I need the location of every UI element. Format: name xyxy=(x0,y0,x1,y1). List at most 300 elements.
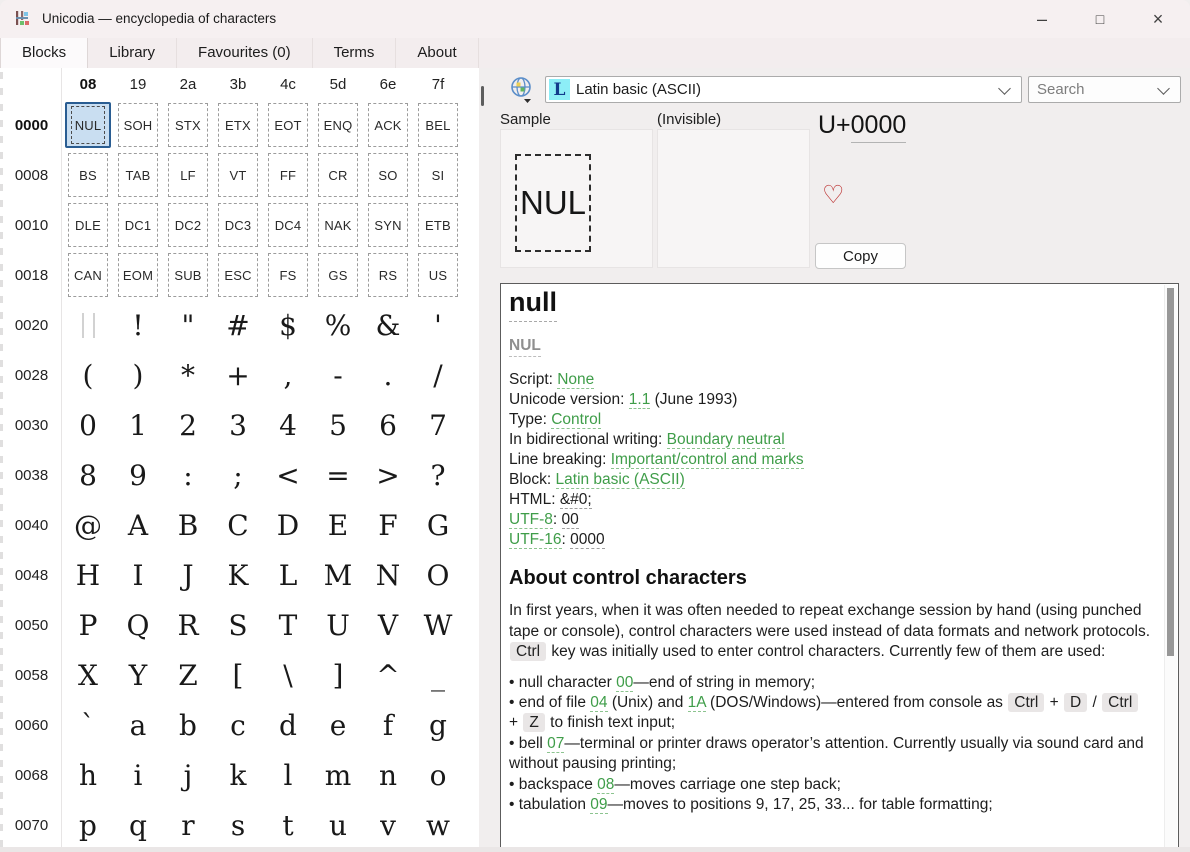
control-char-box: SYN xyxy=(368,203,408,247)
grid-cell[interactable] xyxy=(163,500,213,550)
grid-cell[interactable] xyxy=(213,450,263,500)
grid-cell[interactable] xyxy=(63,450,113,500)
app-icon xyxy=(13,9,33,29)
control-char-box: ACK xyxy=(368,103,408,147)
grid-cell[interactable] xyxy=(213,200,263,250)
grid-cell[interactable] xyxy=(63,600,113,650)
column-header: 2a xyxy=(179,75,197,93)
printable-char: C xyxy=(227,508,249,542)
green-link[interactable]: Control xyxy=(551,411,602,428)
grid-cell[interactable] xyxy=(313,300,363,350)
copy-button[interactable]: Copy xyxy=(815,243,906,269)
grid-cell[interactable] xyxy=(363,500,413,550)
printable-char: ^ xyxy=(376,658,400,692)
grid-cell[interactable] xyxy=(263,100,313,150)
grid-cell[interactable] xyxy=(413,250,463,300)
control-char-box: NAK xyxy=(318,203,358,247)
row-header: 0070 xyxy=(14,816,49,834)
grid-cell[interactable] xyxy=(163,300,213,350)
grid-cell[interactable] xyxy=(63,750,113,800)
green-link[interactable]: UTF-16 xyxy=(509,531,562,548)
printable-char: Q xyxy=(126,608,150,642)
row-header: 0060 xyxy=(14,716,49,734)
tab-library[interactable]: Library xyxy=(88,38,177,68)
green-link[interactable]: 09 xyxy=(590,795,608,813)
grid-cell[interactable] xyxy=(313,550,363,600)
property-line: In bidirectional writing: Boundary neutral xyxy=(509,431,785,448)
control-char-box: DLE xyxy=(68,203,108,247)
green-link[interactable]: 1A xyxy=(687,693,706,711)
grid-cell[interactable] xyxy=(213,100,263,150)
printable-char: X xyxy=(78,658,98,692)
grid-cell[interactable] xyxy=(113,100,163,150)
green-link[interactable]: Important/control and marks xyxy=(610,451,804,468)
invisible-box xyxy=(657,129,810,268)
printable-char: O xyxy=(426,558,450,592)
info-scrollbar-track[interactable] xyxy=(1164,285,1177,850)
grid-cell[interactable] xyxy=(413,650,463,700)
printable-char: D xyxy=(276,508,300,542)
printable-char: % xyxy=(324,308,352,342)
code-value: &#0; xyxy=(559,491,592,508)
grid-cell[interactable] xyxy=(413,400,463,450)
control-char-box: DC1 xyxy=(118,203,158,247)
bullet-line: • end of file 04 (Unix) and 1A (DOS/Windows)—entered from console as Ctrl + D / Ctrl + Z to finish text input; xyxy=(509,693,1152,734)
grid-cell[interactable] xyxy=(263,650,313,700)
control-char-box: FS xyxy=(268,253,308,297)
grid-cell[interactable] xyxy=(213,800,263,850)
green-link[interactable]: 00 xyxy=(616,673,634,691)
printable-char: 1 xyxy=(129,408,147,442)
printable-char: b xyxy=(179,708,197,742)
property-line: UTF-8: 00 xyxy=(509,511,579,528)
grid-cell[interactable] xyxy=(413,200,463,250)
grid-cell[interactable] xyxy=(63,550,113,600)
grid-cell[interactable] xyxy=(263,800,313,850)
grid-cell[interactable] xyxy=(113,700,163,750)
printable-char: v xyxy=(380,808,396,842)
bullet-list xyxy=(509,673,1152,816)
key-badge: Z xyxy=(523,713,544,732)
printable-char: ' xyxy=(434,308,442,342)
grid-cell[interactable] xyxy=(163,700,213,750)
printable-char: V xyxy=(377,608,399,642)
printable-char: g xyxy=(429,708,447,742)
green-link[interactable]: 08 xyxy=(597,775,615,793)
window-title: Unicodia — encyclopedia of characters xyxy=(42,11,277,26)
row-header: 0018 xyxy=(14,266,49,284)
control-char-box: NUL xyxy=(71,106,105,144)
info-content xyxy=(509,285,1152,815)
printable-char: Z xyxy=(178,658,198,692)
sample-box xyxy=(500,129,653,268)
grid-cell[interactable] xyxy=(163,800,213,850)
chevron-down-icon xyxy=(998,82,1011,95)
green-link[interactable]: 07 xyxy=(547,734,565,752)
grid-cell[interactable] xyxy=(113,750,163,800)
grid-cell[interactable] xyxy=(363,800,413,850)
detail-panel xyxy=(479,68,1190,852)
green-link[interactable]: 1.1 xyxy=(628,391,651,408)
grid-cell[interactable] xyxy=(213,700,263,750)
printable-char: e xyxy=(329,708,347,742)
grid-cell[interactable] xyxy=(163,200,213,250)
column-header: 08 xyxy=(79,75,97,93)
grid-cell[interactable] xyxy=(363,100,413,150)
block-selector-value: Latin basic (ASCII) xyxy=(576,81,702,98)
printable-char: m xyxy=(324,758,352,792)
printable-char: ( xyxy=(82,358,94,392)
printable-char: 5 xyxy=(329,408,347,442)
control-char-box: STX xyxy=(168,103,208,147)
printable-char: - xyxy=(333,358,343,392)
property-line: HTML: &#0; xyxy=(509,491,592,508)
green-link[interactable]: UTF-8 xyxy=(509,511,553,528)
green-link[interactable]: 04 xyxy=(590,693,608,711)
block-selector-dropdown[interactable] xyxy=(545,76,1022,103)
grid-cell[interactable] xyxy=(363,150,413,200)
printable-char: < xyxy=(276,458,300,492)
grid-cell[interactable] xyxy=(113,350,163,400)
grid-cell[interactable] xyxy=(313,700,363,750)
control-char-box: VT xyxy=(218,153,258,197)
printable-char: 4 xyxy=(279,408,297,442)
bullet-line: • backspace 08—moves carriage one step back; xyxy=(509,775,841,793)
grid-cell[interactable] xyxy=(163,750,213,800)
grid-cell[interactable] xyxy=(163,550,213,600)
sample-character: NUL xyxy=(515,154,591,252)
character-info-panel xyxy=(500,283,1179,852)
control-char-box: GS xyxy=(318,253,358,297)
chevron-down-icon xyxy=(1157,82,1170,95)
grid-cell[interactable] xyxy=(313,500,363,550)
grid-cell[interactable] xyxy=(263,300,313,350)
grid-cell[interactable] xyxy=(113,650,163,700)
printable-char: 0 xyxy=(79,408,97,442)
tab-about[interactable]: About xyxy=(396,38,478,68)
grid-cell[interactable] xyxy=(213,500,263,550)
grid-cell[interactable] xyxy=(313,100,363,150)
printable-char: T xyxy=(278,608,298,642)
grid-cell[interactable] xyxy=(363,400,413,450)
section-heading: About control characters xyxy=(509,567,747,589)
grid-cell[interactable] xyxy=(113,400,163,450)
printable-char: _ xyxy=(431,658,445,692)
grid-cell[interactable] xyxy=(263,150,313,200)
grid-cell[interactable] xyxy=(163,450,213,500)
printable-char: B xyxy=(177,508,199,542)
printable-char: ] xyxy=(332,658,344,692)
printable-char: h xyxy=(78,758,98,792)
space-char-mark xyxy=(82,313,95,338)
grid-cell[interactable] xyxy=(213,350,263,400)
printable-char: f xyxy=(382,708,394,742)
grid-cell[interactable] xyxy=(363,750,413,800)
grid-cell[interactable] xyxy=(63,700,113,750)
info-scrollbar-thumb[interactable] xyxy=(1167,288,1174,656)
favourite-heart-icon[interactable]: ♡ xyxy=(822,181,845,209)
grid-cell[interactable] xyxy=(363,650,413,700)
code-value: 0000 xyxy=(570,531,605,548)
printable-char: 2 xyxy=(179,408,197,442)
grid-cell[interactable] xyxy=(313,400,363,450)
printable-char: 8 xyxy=(79,458,97,492)
grid-cell[interactable] xyxy=(113,150,163,200)
printable-char: & xyxy=(375,308,401,342)
grid-cell[interactable] xyxy=(263,500,313,550)
printable-char: c xyxy=(230,708,246,742)
grid-cell[interactable] xyxy=(213,150,263,200)
control-char-box: SOH xyxy=(118,103,158,147)
control-char-box: BEL xyxy=(418,103,458,147)
grid-cell[interactable] xyxy=(113,600,163,650)
row-header: 0050 xyxy=(14,616,49,634)
key-badge: Ctrl xyxy=(1008,693,1044,712)
printable-char: ) xyxy=(132,358,144,392)
row-header: 0020 xyxy=(14,316,49,334)
printable-char: G xyxy=(426,508,450,542)
grid-cell[interactable] xyxy=(263,750,313,800)
printable-char: t xyxy=(282,808,294,842)
grid-cell[interactable] xyxy=(263,450,313,500)
grid-cell[interactable] xyxy=(363,450,413,500)
printable-char: U xyxy=(326,608,350,642)
printable-char: : xyxy=(183,458,193,492)
printable-char: H xyxy=(75,558,101,592)
bullet-line: • null character 00—end of string in memory; xyxy=(509,673,816,691)
grid-cell[interactable] xyxy=(213,600,263,650)
printable-char: A xyxy=(127,508,149,542)
printable-char: q xyxy=(129,808,147,842)
tab-terms[interactable]: Terms xyxy=(313,38,397,68)
grid-cell[interactable] xyxy=(213,250,263,300)
grid-cell[interactable] xyxy=(113,200,163,250)
grid-cell[interactable] xyxy=(263,550,313,600)
property-fields xyxy=(509,370,1152,550)
column-header: 6e xyxy=(379,75,397,93)
grid-cell[interactable] xyxy=(413,300,463,350)
grid-cell[interactable] xyxy=(163,600,213,650)
grid-cell[interactable] xyxy=(263,350,313,400)
green-link[interactable]: None xyxy=(557,371,595,388)
title-bar xyxy=(0,0,1190,38)
tab-favourites[interactable]: Favourites (0) xyxy=(177,38,313,68)
grid-cell[interactable] xyxy=(163,250,213,300)
grid-cell[interactable] xyxy=(63,500,113,550)
grid-cell[interactable] xyxy=(163,350,213,400)
printable-char: k xyxy=(229,758,247,792)
control-char-box: TAB xyxy=(118,153,158,197)
maximize-button[interactable]: □ xyxy=(1095,11,1105,27)
printable-char: 7 xyxy=(429,408,447,442)
printable-char: L xyxy=(278,558,298,592)
printable-char: M xyxy=(323,558,353,592)
printable-char: * xyxy=(181,358,195,392)
column-header: 4c xyxy=(280,75,296,93)
printable-char: s xyxy=(230,808,246,842)
grid-cell[interactable] xyxy=(413,450,463,500)
grid-cell[interactable] xyxy=(263,700,313,750)
sample-label: Sample xyxy=(500,111,551,128)
control-char-box: SO xyxy=(368,153,408,197)
grid-cell[interactable] xyxy=(413,350,463,400)
grid-cell[interactable] xyxy=(163,400,213,450)
tab-blocks[interactable]: Blocks xyxy=(0,38,88,68)
grid-cell[interactable] xyxy=(263,400,313,450)
row-header: 0028 xyxy=(14,366,49,384)
grid-cell[interactable] xyxy=(63,300,113,350)
printable-char: u xyxy=(328,808,348,842)
grid-cell[interactable] xyxy=(313,200,363,250)
printable-char: + xyxy=(226,358,250,392)
grid-cell[interactable] xyxy=(313,250,363,300)
key-badge: D xyxy=(1064,693,1087,712)
grid-cell[interactable] xyxy=(413,600,463,650)
row-header: 0008 xyxy=(14,166,49,184)
printable-char: = xyxy=(326,458,350,492)
grid-cell[interactable] xyxy=(63,650,113,700)
grid-corner xyxy=(0,68,63,100)
grid-cell[interactable] xyxy=(413,750,463,800)
search-dropdown[interactable] xyxy=(1028,76,1181,103)
grid-cell[interactable] xyxy=(213,300,263,350)
green-link[interactable]: Boundary neutral xyxy=(666,431,785,448)
grid-cell[interactable] xyxy=(163,100,213,150)
printable-char: Y xyxy=(128,658,148,692)
printable-char: > xyxy=(376,458,400,492)
grid-cell[interactable] xyxy=(113,550,163,600)
printable-char: ; xyxy=(233,458,243,492)
grid-cell[interactable] xyxy=(263,200,313,250)
grid-cell[interactable] xyxy=(113,250,163,300)
printable-char: 9 xyxy=(129,458,147,492)
control-char-box: EOT xyxy=(268,103,308,147)
column-header: 7f xyxy=(431,75,445,93)
printable-char: o xyxy=(429,758,447,792)
printable-char: P xyxy=(78,608,98,642)
grid-cell[interactable] xyxy=(363,600,413,650)
grid-cell[interactable] xyxy=(113,800,163,850)
grid-cell[interactable] xyxy=(213,400,263,450)
close-button[interactable]: × xyxy=(1152,8,1164,29)
row-header: 0040 xyxy=(14,516,49,534)
grid-cell[interactable] xyxy=(363,300,413,350)
printable-char: K xyxy=(227,558,249,592)
grid-cell[interactable] xyxy=(313,800,363,850)
grid-cell[interactable] xyxy=(313,450,363,500)
grid-cell[interactable] xyxy=(313,750,363,800)
grid-cell[interactable] xyxy=(313,150,363,200)
grid-cell[interactable] xyxy=(263,600,313,650)
grid-cell[interactable] xyxy=(263,250,313,300)
green-link[interactable]: Latin basic (ASCII) xyxy=(555,471,685,488)
control-char-box: FF xyxy=(268,153,308,197)
grid-cell[interactable] xyxy=(113,500,163,550)
key-badge: Ctrl xyxy=(510,642,546,661)
control-char-box: ENQ xyxy=(318,103,358,147)
printable-char: ` xyxy=(81,708,95,742)
grid-cell[interactable] xyxy=(363,200,413,250)
control-char-box: DC3 xyxy=(218,203,258,247)
printable-char: [ xyxy=(232,658,244,692)
property-line: Line breaking: Important/control and marks xyxy=(509,451,804,468)
grid-cell[interactable] xyxy=(413,150,463,200)
printable-char: l xyxy=(283,758,293,792)
grid-cell[interactable] xyxy=(113,300,163,350)
grid-cell[interactable] xyxy=(413,100,463,150)
control-char-box: CR xyxy=(318,153,358,197)
grid-cell[interactable] xyxy=(213,650,263,700)
grid-cell[interactable] xyxy=(113,450,163,500)
control-char-box: DC2 xyxy=(168,203,208,247)
printable-char: d xyxy=(279,708,297,742)
grid-cell[interactable] xyxy=(313,600,363,650)
row-header: 0010 xyxy=(14,216,49,234)
property-line: UTF-16: 0000 xyxy=(509,531,605,548)
grid-cell[interactable] xyxy=(63,400,113,450)
column-header: 5d xyxy=(329,75,347,93)
grid-cell[interactable] xyxy=(63,100,113,150)
grid-cell[interactable] xyxy=(63,350,113,400)
grid-cell[interactable] xyxy=(63,250,113,300)
control-char-box: BS xyxy=(68,153,108,197)
printable-char: r xyxy=(181,808,195,842)
grid-cell[interactable] xyxy=(363,550,413,600)
grid-cell[interactable] xyxy=(413,700,463,750)
printable-char: ! xyxy=(132,308,144,342)
grid-cell[interactable] xyxy=(213,750,263,800)
invisible-label: (Invisible) xyxy=(657,111,722,128)
language-globe-icon[interactable] xyxy=(507,75,537,105)
bullet-line: • tabulation 09—moves to positions 9, 17, 25, 33... for table formatting; xyxy=(509,795,993,813)
printable-char: " xyxy=(181,308,195,342)
grid-cell[interactable] xyxy=(63,800,113,850)
grid-cell[interactable] xyxy=(363,700,413,750)
grid-cell[interactable] xyxy=(413,500,463,550)
grid-cell[interactable] xyxy=(413,800,463,850)
grid-cell[interactable] xyxy=(213,550,263,600)
printable-char: w xyxy=(426,808,450,842)
printable-char: a xyxy=(129,708,147,742)
property-line: Script: None xyxy=(509,371,595,388)
printable-char: . xyxy=(383,358,393,392)
grid-cell[interactable] xyxy=(363,250,413,300)
row-header: 0000 xyxy=(14,116,49,134)
grid-cell[interactable] xyxy=(313,650,363,700)
printable-char: N xyxy=(375,558,401,592)
grid-cell[interactable] xyxy=(363,350,413,400)
grid-cell[interactable] xyxy=(63,150,113,200)
printable-char: 3 xyxy=(229,408,247,442)
printable-char: / xyxy=(433,358,443,392)
grid-cell[interactable] xyxy=(413,550,463,600)
about-paragraph: In first years, when it was often needed to repeat exchange session by hand (using punched tape or console), control characters were used instead of data formats and network protocols. Ctrl key was initially used to enter control characters. Currently few of them are used: xyxy=(509,602,1151,660)
minimize-button[interactable]: – xyxy=(1036,8,1047,29)
code-value: 00 xyxy=(561,511,579,528)
printable-char: S xyxy=(228,608,248,642)
splitter-handle[interactable] xyxy=(481,86,484,106)
printable-char: 6 xyxy=(379,408,397,442)
control-char-box: ESC xyxy=(218,253,258,297)
grid-cell[interactable] xyxy=(163,650,213,700)
grid-cell[interactable] xyxy=(313,350,363,400)
grid-cell[interactable] xyxy=(63,200,113,250)
printable-char: i xyxy=(133,758,143,792)
printable-char: E xyxy=(327,508,349,542)
tab-bar xyxy=(0,38,1190,68)
grid-cell[interactable] xyxy=(163,150,213,200)
selected-cell-highlight xyxy=(65,102,111,148)
